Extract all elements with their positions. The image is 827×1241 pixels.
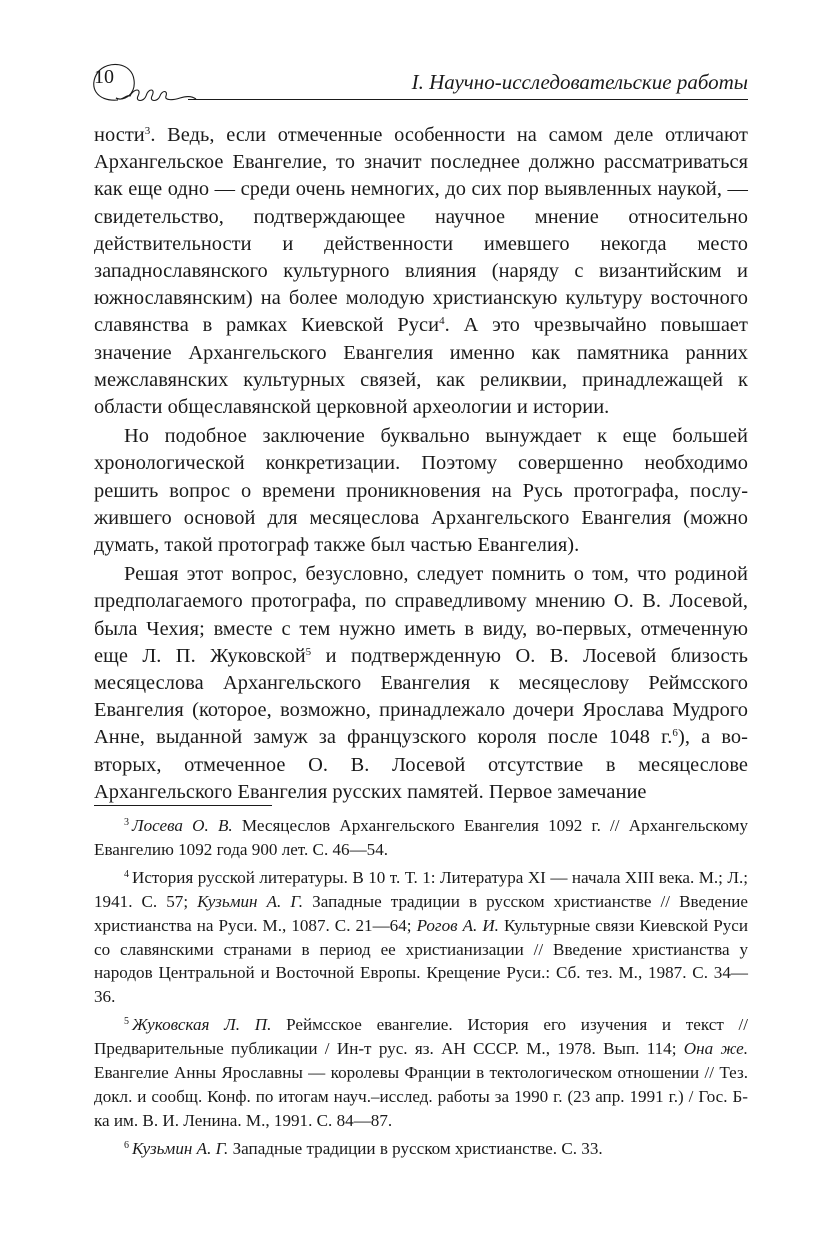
footnote-author: Жуковская Л. П. — [132, 1015, 272, 1035]
footnote-text: Месяцеслов Архангельского Евангелия 1092 г. // Архангельскому Евангелию 1092 года 900 лет. С. 46—54. — [94, 816, 749, 859]
paragraph-3 — [94, 561, 748, 806]
text-run: Но подобное заключение буквально вынуждает к еще большей хронологической конкретизации. Поэтому совершенно необходимо решить вопрос о времени проникновения на Русь протографа, послужившего основой для месяцеслова Архангельского Евангелия (можно думать, такой протограф также был частью Евангелия). — [94, 425, 748, 557]
footnote-author: Кузьмин А. Г. — [132, 1138, 229, 1158]
footnote-number: 5 — [124, 1016, 129, 1028]
paragraph-1 — [94, 122, 748, 421]
footnote-6 — [94, 1137, 748, 1161]
page-number: 10 — [94, 66, 114, 88]
footnote-text: Реймсское евангелие. История его изучения и текст // Предварительные публикации / Ин-т рус. яз. АН СССР. М., 1978. Вып. 114; — [94, 1015, 748, 1059]
footnote-author: Рогов А. И. — [416, 915, 499, 935]
footnote-separator — [94, 805, 272, 806]
footnotes — [94, 814, 748, 1165]
main-text — [94, 122, 748, 806]
footnote-ref-3: 3 — [144, 125, 151, 137]
text-run: Решая этот вопрос, безусловно, следует помнить о том, что родиной предполагаемого протографа, по справедливому мнению О. В. Лосевой, была Чехия; вместе с тем нужно иметь в виду, во-первых, отмеченную еще Л. П. Жуковской — [94, 563, 748, 667]
page-header — [88, 58, 748, 106]
footnote-number: 6 — [124, 1139, 129, 1151]
footnote-ref-6: 6 — [672, 727, 678, 740]
footnote-ref-4: 4 — [439, 315, 445, 328]
footnote-ref-5: 5 — [305, 645, 312, 658]
footnote-4 — [94, 866, 748, 1009]
footnote-number: 3 — [124, 817, 129, 828]
footnote-number: 4 — [124, 868, 129, 880]
text-run: ), а во-вторых, отмеченное О. В. Лосевой отсутствие в месяцеслове Архангельского Евангелия русских памятей. Первое замечание — [94, 726, 748, 803]
footnote-3 — [94, 814, 748, 862]
footnote-text: Западные традиции в русском христианстве // Введение христианства на Руси. М., 1087. С. 21—64; — [94, 891, 748, 935]
header-rule — [188, 99, 748, 100]
text-run: ности — [94, 124, 145, 146]
running-head: I. Научно-исследовательские работы — [411, 70, 748, 94]
footnote-text: История русской литературы. В 10 т. Т. 1: Литература XI — начала XIII века. М.; Л.; 1941. С. 57; — [94, 867, 748, 911]
footnote-author: Лосева О. В. — [132, 816, 233, 835]
footnote-text: Западные традиции в русском христианстве. С. 33. — [228, 1138, 603, 1158]
text-run: . Ведь, если отмеченные особенности на самом деле отличают Архангельское Евангелие, то значит последнее должно рассматриваться как еще одно — среди очень немногих, до сих пор выявленных наукой, — свидетельство, подтверждающее научное мнение относительно действительности и действенности имевшего некогда место западнославянского культурного влияния (наряду с византийским и южнославянским) на более молодую христианскую культуру восточного славянства в рамках Киевской Руси — [94, 124, 748, 337]
footnote-text: Евангелие Анны Ярославны — королевы Франции в тектологическом отношении // Тез. докл. и сообщ. Конф. по итогам науч.–исслед. работы за 1990 г. (23 апр. 1991 г.) / Гос. Б-ка им. В. И. Ленина. М., 1991. С. 84—87. — [94, 1063, 748, 1130]
footnote-author: Кузьмин А. Г. — [197, 891, 304, 911]
footnote-5 — [94, 1013, 748, 1133]
paragraph-2 — [94, 423, 748, 559]
footnote-author: Она же. — [683, 1039, 748, 1059]
text-run: . А это чрезвычайно повышает значение Архангельского Евангелия именно как памятника ранних межславянских культурных связей, как реликвии, принадлежащей к области общеславянской церковной археологии и истории. — [94, 314, 748, 419]
footnote-text: Культурные связи Киевской Руси со славянскими странами в период ее христианизации // Введение христианства у народов Центральной и Восточной Европы. Крещение Руси.: Сб. тез. М., 1987. С. 34—36. — [94, 915, 749, 1007]
text-run: и подтвержденную О. В. Лосевой близость месяцеслова Архангельского Евангелия к месяцеслову Реймсского Евангелия (которое, возможно, принадлежало дочери Ярослава Мудрого Анне, выданной замуж за французского короля после 1048 г. — [94, 644, 748, 749]
